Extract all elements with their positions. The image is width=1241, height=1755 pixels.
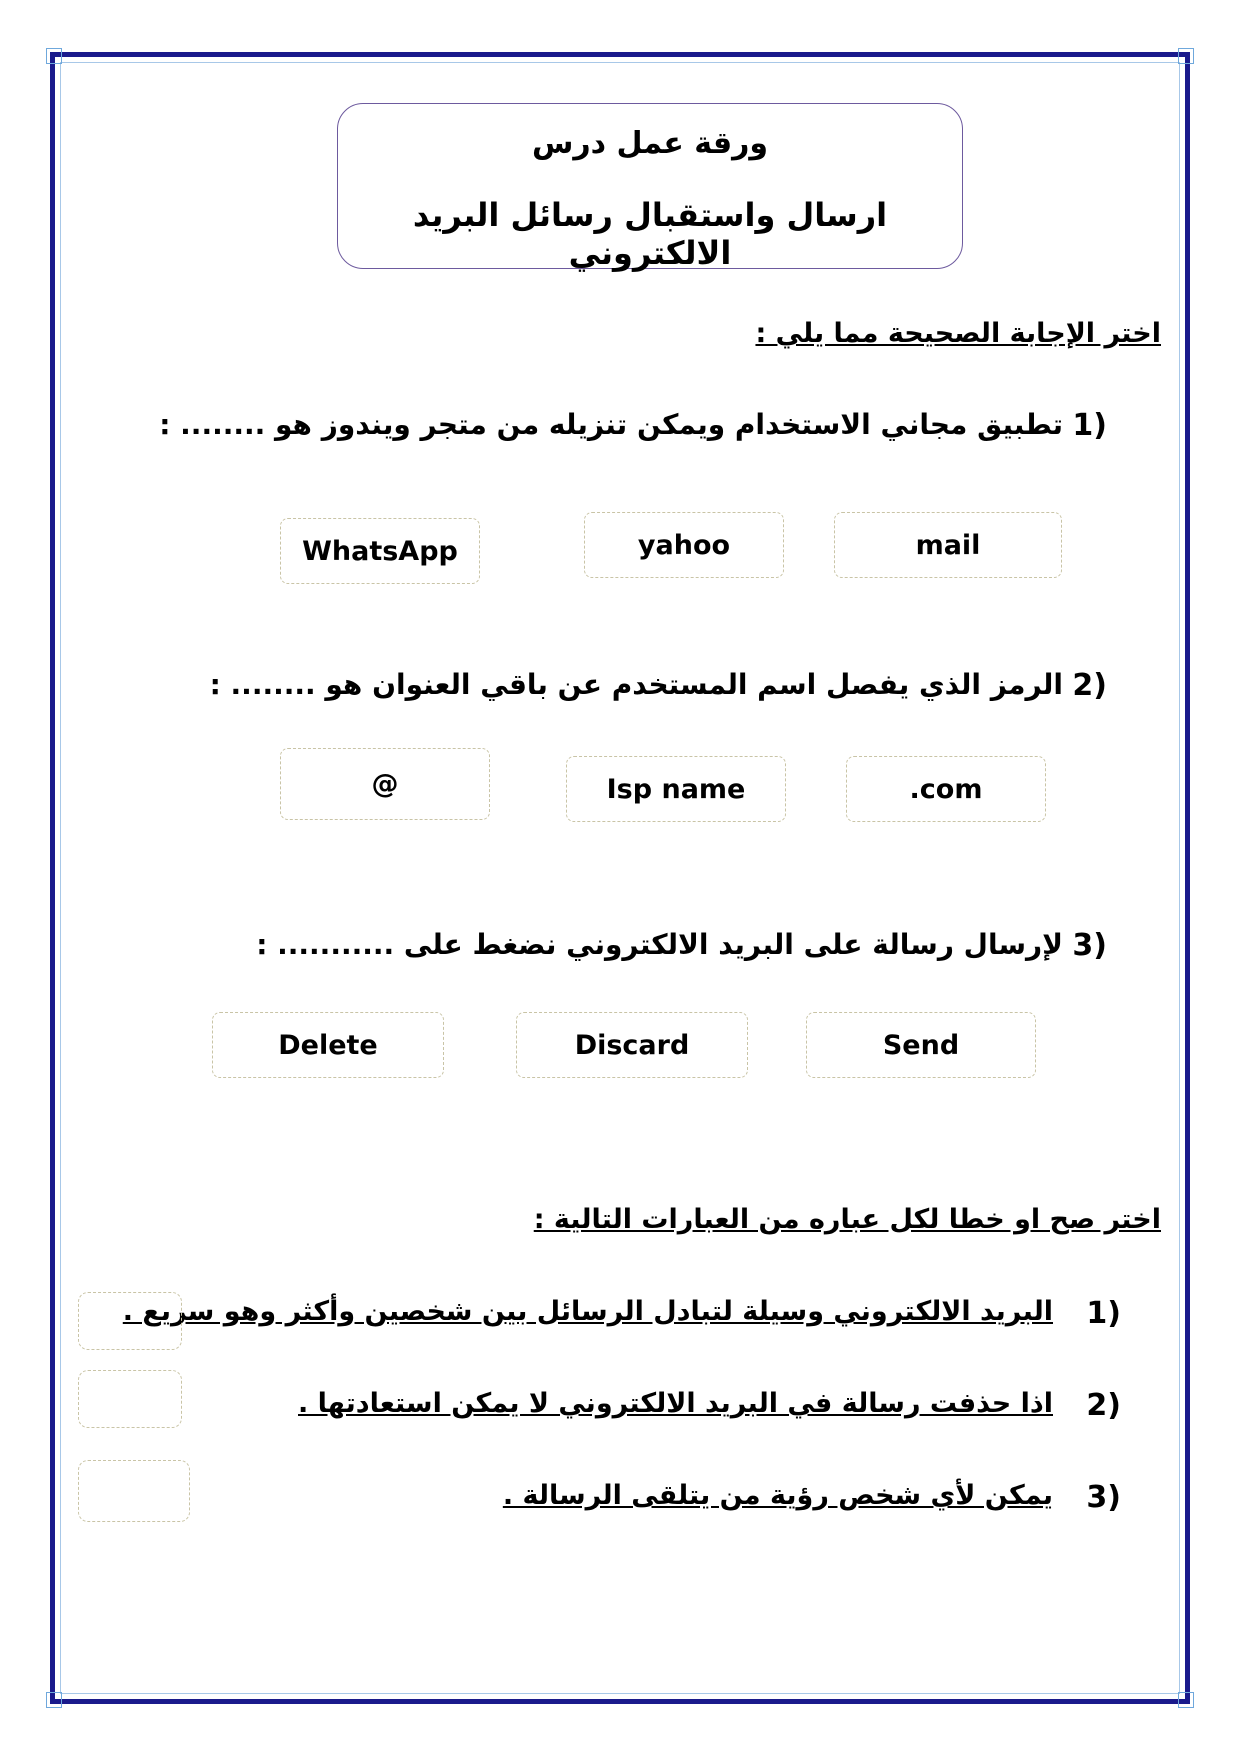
statement-text: البريد الالكتروني وسيلة لتبادل الرسائل بين شخصين وأكثر وهو سريع . — [122, 1296, 1053, 1327]
corner-ornament — [46, 48, 62, 64]
statement-number: 1) — [1086, 1296, 1121, 1331]
option-discard[interactable]: Discard — [516, 1012, 748, 1078]
statement-number: 3) — [1086, 1480, 1121, 1515]
option-yahoo[interactable]: yahoo — [584, 512, 784, 578]
section-heading-multiple-choice: اختر الإجابة الصحيحة مما يلي : — [755, 318, 1161, 349]
title-box — [337, 103, 963, 272]
answer-box[interactable] — [78, 1292, 182, 1350]
lesson-title: ارسال واستقبال رسائل البريد الالكتروني — [412, 196, 888, 272]
corner-ornament — [1178, 1692, 1194, 1708]
option-delete[interactable]: Delete — [212, 1012, 444, 1078]
option-com[interactable]: .com — [846, 756, 1046, 822]
corner-ornament — [46, 1692, 62, 1708]
option-isp-name[interactable]: Isp name — [566, 756, 786, 822]
answer-box[interactable] — [78, 1460, 190, 1522]
question-number: 1) — [1072, 408, 1107, 443]
option-at-sign[interactable]: @ — [280, 748, 490, 820]
question-number: 2) — [1072, 668, 1107, 703]
statement-text: يمكن لأي شخص رؤية من يتلقى الرسالة . — [502, 1480, 1053, 1511]
section-heading-true-false: اختر صح او خطا لكل عباره من العبارات التالية : — [533, 1204, 1161, 1235]
option-send[interactable]: Send — [806, 1012, 1036, 1078]
corner-ornament — [1178, 48, 1194, 64]
option-mail[interactable]: mail — [834, 512, 1062, 578]
question-number: 3) — [1072, 928, 1107, 963]
worksheet-title: ورقة عمل درس — [531, 126, 769, 161]
page-border-inner — [60, 62, 1180, 1694]
statement-number: 2) — [1086, 1388, 1121, 1423]
option-whatsapp[interactable]: WhatsApp — [280, 518, 480, 584]
question-text: تطبيق مجاني الاستخدام ويمكن تنزيله من متجر ويندوز هو ........ : — [159, 408, 1063, 441]
answer-box[interactable] — [78, 1370, 182, 1428]
question-text: الرمز الذي يفصل اسم المستخدم عن باقي العنوان هو ........ : — [209, 668, 1063, 701]
statement-text: اذا حذفت رسالة في البريد الالكتروني لا يمكن استعادتها . — [298, 1388, 1053, 1419]
question-text: لإرسال رسالة على البريد الالكتروني نضغط على ........... : — [256, 928, 1063, 961]
